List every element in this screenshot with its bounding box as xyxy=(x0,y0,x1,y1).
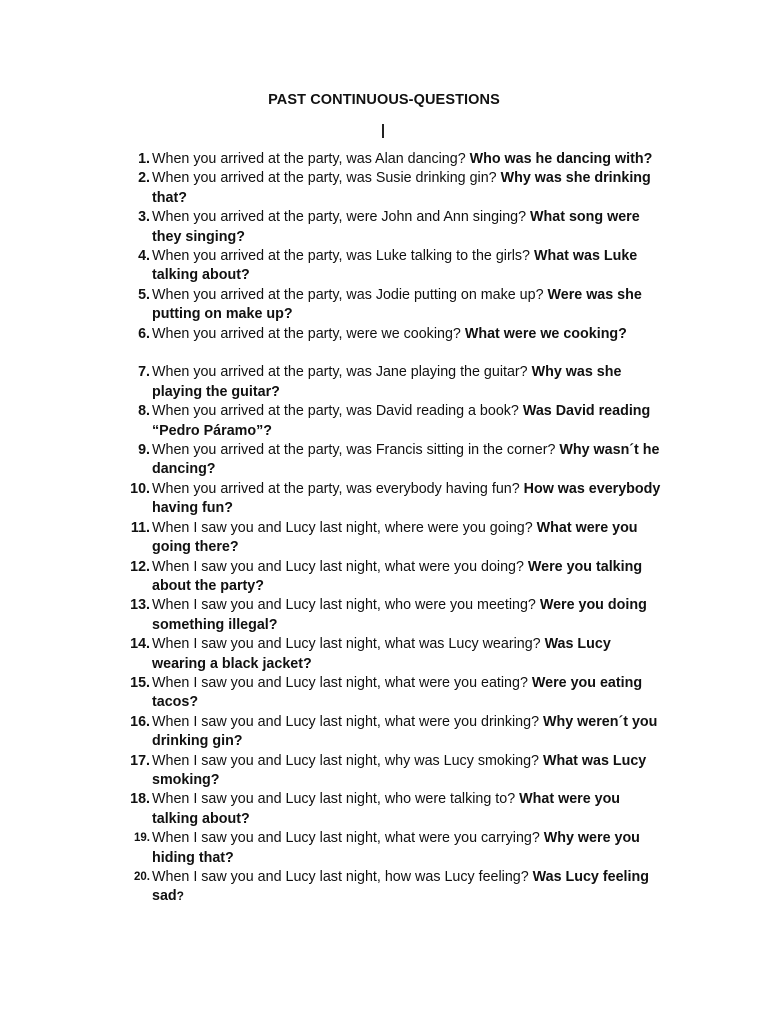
item-number: 19. xyxy=(134,832,150,845)
list-item xyxy=(0,519,768,558)
item-question: When you arrived at the party, was Susie drinking gin? xyxy=(152,170,501,187)
item-number: 14. xyxy=(130,636,150,653)
list-item xyxy=(0,286,768,325)
item-answer: What were we cooking? xyxy=(464,325,627,342)
item-question: When I saw you and Lucy last night, what were you carrying? xyxy=(152,830,544,847)
item-number: 11. xyxy=(130,519,150,536)
list-item xyxy=(0,208,768,247)
item-question: When you arrived at the party, was David reading a book? xyxy=(152,403,523,420)
list-item xyxy=(0,441,768,480)
item-answer: Were you doing something illegal? xyxy=(152,597,647,633)
list-item xyxy=(0,247,768,286)
item-answer: Why were you hiding that? xyxy=(152,830,640,866)
item-number: 6. xyxy=(138,325,150,342)
list-item xyxy=(0,169,768,208)
item-answer: Was Lucy feeling sad xyxy=(152,869,649,905)
list-item xyxy=(0,363,768,402)
item-question: When I saw you and Lucy last night, what were you doing? xyxy=(152,558,528,575)
text-cursor xyxy=(382,124,384,138)
list-item xyxy=(0,752,768,791)
item-question: When I saw you and Lucy last night, what were you drinking? xyxy=(152,713,543,730)
item-question: When I saw you and Lucy last night, why was Lucy smoking? xyxy=(152,752,543,769)
item-answer: Why wasn´t he dancing? xyxy=(152,442,660,478)
item-answer: Why was she drinking that? xyxy=(152,170,651,206)
list-item xyxy=(0,829,768,868)
item-answer: Why was she playing the guitar? xyxy=(152,364,622,400)
item-answer: What were you going there? xyxy=(152,519,638,556)
item-number: 5. xyxy=(138,286,150,303)
item-number: 12. xyxy=(130,558,150,575)
item-question: When I saw you and Lucy last night, who were you meeting? xyxy=(152,597,540,614)
list-item xyxy=(0,480,768,519)
item-answer: Were you eating tacos? xyxy=(152,674,643,711)
item-number: 3. xyxy=(138,209,150,226)
list-item xyxy=(0,402,768,441)
item-number: 4. xyxy=(138,248,150,265)
item-question: When I saw you and Lucy last night, who were talking to? xyxy=(152,791,520,808)
item-question: When I saw you and Lucy last night, what were you eating? xyxy=(152,674,532,691)
item-number: 9. xyxy=(138,442,150,459)
item-answer: What was Lucy smoking? xyxy=(152,752,647,788)
question-list xyxy=(0,150,768,907)
item-answer: Why weren´t you drinking gin? xyxy=(152,713,658,750)
item-question: When you arrived at the party, were we cooking? xyxy=(152,325,465,342)
list-item xyxy=(0,325,768,344)
item-number: 18. xyxy=(130,791,150,808)
item-answer: Who was he dancing with? xyxy=(469,151,653,167)
page-title: PAST CONTINUOUS-QUESTIONS xyxy=(268,92,500,108)
item-question: When I saw you and Lucy last night, what was Lucy wearing? xyxy=(152,636,545,653)
item-number: 15. xyxy=(130,674,150,691)
item-answer-end: ? xyxy=(176,889,184,904)
item-question: When you arrived at the party, was Alan dancing? xyxy=(152,151,470,167)
item-number: 8. xyxy=(138,403,150,420)
item-question: When I saw you and Lucy last night, how was Lucy feeling? xyxy=(152,869,533,886)
item-question: When you arrived at the party, were John and Ann singing? xyxy=(152,209,531,226)
item-answer: How was everybody having fun? xyxy=(152,480,661,517)
list-item xyxy=(0,790,768,829)
item-number: 2. xyxy=(138,170,150,187)
item-number: 17. xyxy=(130,752,150,769)
item-answer: Was David reading “Pedro Páramo”? xyxy=(152,403,651,439)
list-item xyxy=(0,674,768,713)
item-answer: Were was she putting on make up? xyxy=(152,286,642,323)
item-number: 13. xyxy=(130,597,150,614)
item-question: When you arrived at the party, was Francis sitting in the corner? xyxy=(152,442,560,459)
item-answer: What song were they singing? xyxy=(152,209,640,245)
item-answer: Was Lucy wearing a black jacket? xyxy=(152,636,611,672)
item-number: 7. xyxy=(138,364,150,381)
list-item xyxy=(0,150,768,169)
list-item xyxy=(0,713,768,752)
item-number: 20. xyxy=(134,871,150,884)
item-number: 10. xyxy=(130,480,150,497)
item-number: 16. xyxy=(130,713,150,730)
list-item xyxy=(0,596,768,635)
item-question: When you arrived at the party, was Luke talking to the girls? xyxy=(152,248,534,265)
item-answer: What were you talking about? xyxy=(152,791,621,827)
list-item xyxy=(0,558,768,597)
item-answer: What was Luke talking about? xyxy=(152,248,638,284)
item-number: 1. xyxy=(138,151,150,167)
list-item xyxy=(0,635,768,674)
list-item xyxy=(0,868,768,907)
item-question: When you arrived at the party, was everybody having fun? xyxy=(152,480,524,497)
item-answer: Were you talking about the party? xyxy=(152,558,643,594)
item-question: When you arrived at the party, was Jodie putting on make up? xyxy=(152,286,548,303)
item-question: When I saw you and Lucy last night, where were you going? xyxy=(152,519,537,536)
item-question: When you arrived at the party, was Jane playing the guitar? xyxy=(152,364,532,381)
